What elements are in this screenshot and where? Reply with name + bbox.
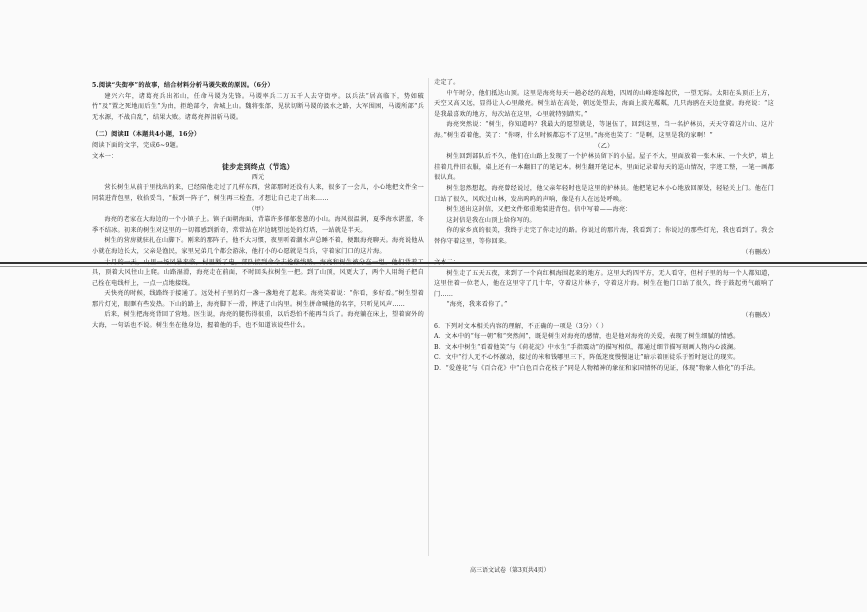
paragraph: 具，顶着大风往山上爬。山路湿滑，海亮走在前面，不时回头拉树生一把。到了山顶，风更大了，两个人用绳子把自己拴在电线杆上，一点一点地接线。 [92,269,424,287]
paragraph: 后来，树生把海亮背回了营地。医生说，海亮的腿伤得很重，以后恐怕不能再当兵了。海亮躺在床上，望着窗外的大海，一句话也不说。树生坐在他身边，握着他的手，也不知道该说些什么。 [92,311,424,330]
article-author: 西元 [251,173,265,181]
letter-line: 这封信是我在山顶上给你写的。 [446,216,536,224]
option-d: D．“爱莲花”与《百合花》中“白色百合花枝子”同是人物精神的象征和家国情怀的见证，体现“物象人格化”的手法。 [434,365,760,373]
column-divider [428,78,429,556]
question-5-text: 建兴六年，诸葛亮兵出祁山，任命马谡为先锋。马谡率兵二万五千人去守街亭。以兵法“居高临下，势如破竹”及“置之死地而后生”为由，拒绝部令，舍城上山。魏将张郃，见状切断马谡的汲水之路，大军围困，马谡所部“兵无水源，不战自乱”，结果大败。诸葛亮挥泪斩马谡。 [92,92,424,121]
paragraph: 树生送出这封信，又把文件郑重地装进背包。信中写着——海亮： [446,206,632,214]
article-title: 徒步走到终点（节选） [222,162,294,172]
paragraph: 天快亮的时候，线路终于接通了。远处村子里的灯一盏一盏地亮了起来。海亮笑着说：“你看，多好看。”树生望着那片灯光，眼眶有些发热。下山的路上，海亮脚下一滑，摔进了山沟里。树生拼命喊他的名字，只听见风声…… [92,290,424,308]
source-note: （有删改） [742,248,774,256]
paragraph: 走定了。 [434,79,460,86]
paragraph: 海亮的老家在大海边的一个小镇子上。镇子面朝海面，背靠许多郁郁葱葱的小山。海风很温润，夏季海水湛蓝，冬季不结冰。初来的树生对这里的一切都感到新奇，常常站在岸边眺望远处的灯塔，一站就是半天。 [92,216,424,234]
section-heading: （二）阅读Ⅱ（本题共4小题，16分） [92,131,201,139]
source-note: （有删改） [742,312,774,320]
paragraph: 海亮突然说：“树生，你知道吗？我最大的愿望就是，等退伍了，回到这里，当一名护林员，天天守着这片山、这片海。”树生看着他，笑了：“你呀，什么时候都忘不了这里。”海亮也笑了：“是啊，这里是我的家啊！” [434,121,774,139]
paragraph: 树生忽然想起，海亮曾经说过，他父亲年轻时也是这里的护林员。他把笔记本小心地放回原处，轻轻关上门。他在门口站了很久，风吹过山林，发出呜呜的声响，像是有人在远处呼唤。 [434,184,774,203]
paragraph: 营长树生从前于里找出的来，已经陪他走过了几样东西，营部那时还没有人来，很多了一会儿，小心地把文件全一同装进背包里，收拾妥当，“报到一阵子”，树生再三检查，才想让自己走了出来…… [92,184,424,202]
question-6: 6．下列对文本相关内容的理解，不正确的一项是（3分）（ ） [434,322,608,330]
paragraph: 树生的营房就驻扎在山脚下。刚来的那阵子，他不大习惯，夜里听着潮水声总睡不着，便跟海亮聊天。海亮说他从小就在海边长大，父亲是渔民，家里兄弟几个都会游泳，他打小的心愿就是当兵，守着家门口的这片海。 [92,237,424,255]
page-footer: 高三语文试卷（第3页共4页） [470,567,550,574]
left-column [92,78,424,556]
text1-label: 文本一： [92,152,118,160]
paragraph: 树生回到部队后不久，他们在山路上发现了一个护林员留下的小屋。屋子不大，里面放着一张木床、一个火炉，墙上挂着几件旧衣服，桌上还有一本翻旧了的笔记本。树生翻开笔记本，里面记录着每天的巡山情况，字迹工整，一笔一画都很认真。 [434,153,774,182]
option-a: A．文本中的“每一朝”和“突然间”，既是树生对海亮的感情，也是他对海亮的关爱，表现了树生细腻的情感。 [434,333,740,341]
part-marker: （乙） [594,142,614,150]
right-column [434,78,774,556]
option-c: C．文中“行人无不心怀激动，接过的米和钱哪里三下，阵低迷度慢慢退让”暗示着匪徒乐于暂时退让的现实。 [434,354,740,362]
paragraph: 中午时分，他们抵达山顶。这里是海亮每天一趟必经的高地，四周的山峰连绵起伏，一望无际。太阳在头顶正上方，天空又高又远，显得让人心里敞亮。树生站在高处，朝远处望去，海面上波光粼粼，几只海鸥在天边盘旋。海亮说：“这是我最喜欢的地方，每次站在这里，心里就特别踏实。” [434,89,774,118]
part-marker: （甲） [248,205,268,213]
question-5: 5.阅读“失街亭”的故事，结合材料分析马谡失败的原因。（6分） [92,82,274,89]
paragraph: 树生走了五天五夜，来到了一个向红枫海围起来的地方。这里大约四平方，无人看守，但村子里的每一个人都知道，这里住着一位老人，他在这里守了几十年，守着这片林子，守着这片海。树生在他门口站了很久，终于鼓起勇气敲响了门…… [434,269,774,298]
paragraph: “海亮，我来看你了。” [446,301,508,309]
letter-line: 你的家乡真的很美，我终于走完了你走过的路。你说过的那片海，我看到了；你说过的那些灯光，我也看到了。我会替你守着这里，等你回来。 [434,227,774,245]
instruction: 阅读下面的文字，完成6~9题。 [92,141,183,149]
option-b: B．文本中树生“看着他笑”与《荷花淀》中水生“手指震动”的描写相似，都通过细节描写刻画人物内心波澜。 [434,343,740,351]
fold-line [0,262,867,264]
fold-shadow [0,266,867,267]
